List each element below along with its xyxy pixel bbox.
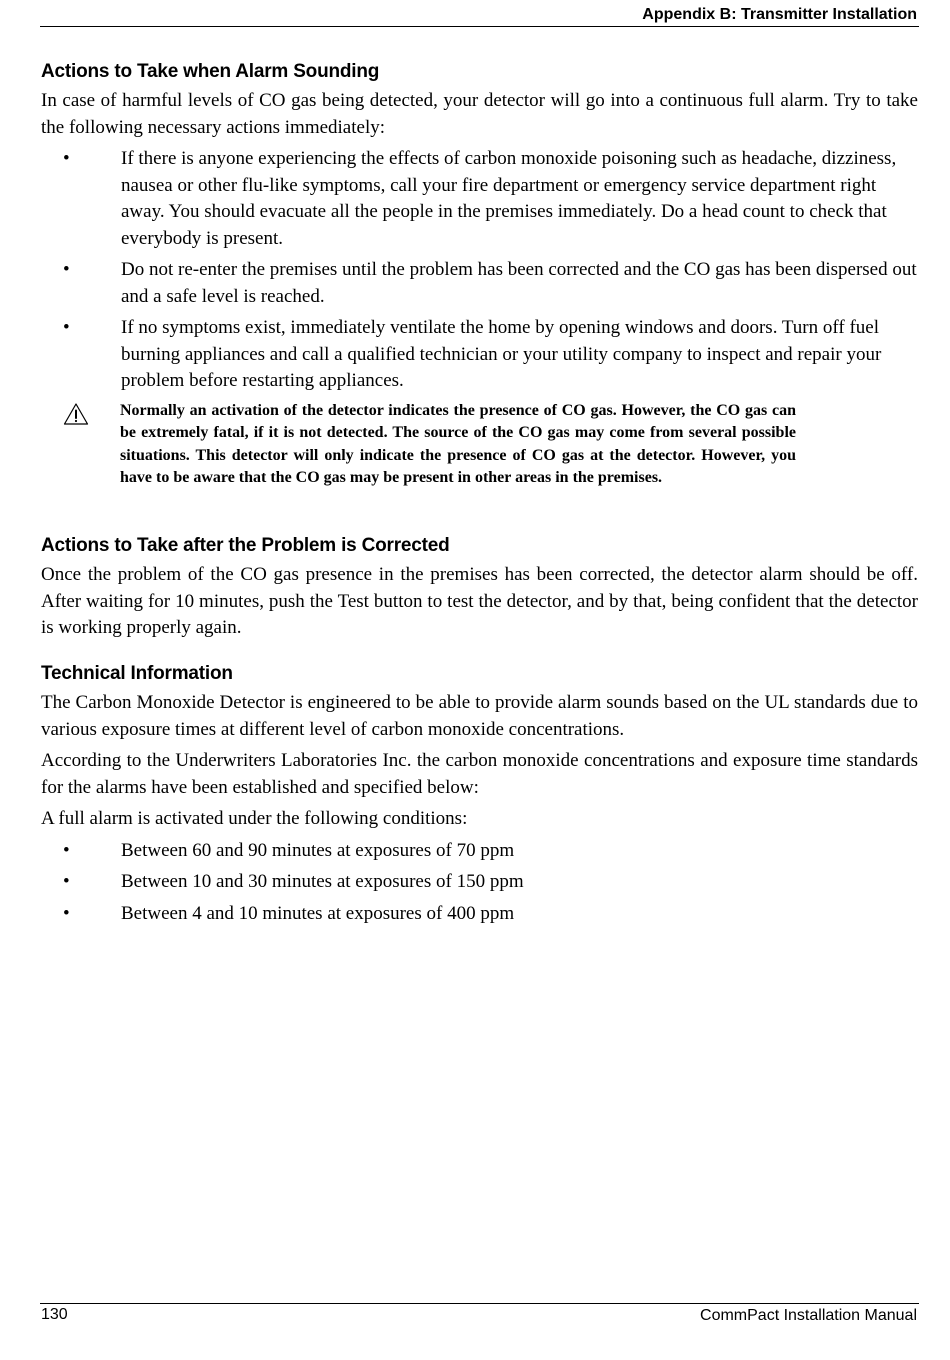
page-content bbox=[41, 60, 918, 924]
list-item-text: If there is anyone experiencing the effects of carbon monoxide poisoning such as headache, dizziness, nausea or other flu-like symptoms, call your fire department or emergency service department right away. You should evacuate all the people in the premises immediately. Do a head count to check that everybody is present. bbox=[121, 148, 897, 249]
bullet-list bbox=[41, 146, 918, 395]
warning-text: Normally an activation of the detector indicates the presence of CO gas. However, the CO gas can be extremely fatal, if it is not detected. The source of the CO gas may come from several possible situations. This detector will only indicate the presence of CO gas at the detector. However, you have to be aware that the CO gas may be present in other areas in the premises. bbox=[120, 401, 796, 486]
warning-triangle-icon bbox=[63, 402, 89, 426]
list-item bbox=[41, 869, 918, 896]
section-body: Once the problem of the CO gas presence in the premises has been corrected, the detector alarm should be off. After waiting for 10 minutes, push the Test button to test the detector, and by that, being confident that the detector is working properly again. bbox=[41, 564, 918, 638]
header-title: Appendix B: Transmitter Installation bbox=[642, 6, 917, 23]
paragraph: A full alarm is activated under the following conditions: bbox=[41, 808, 468, 829]
list-item-text: Do not re-enter the premises until the problem has been corrected and the CO gas has been dispersed out and a safe level is reached. bbox=[121, 259, 917, 307]
bullet-icon: • bbox=[63, 259, 70, 280]
page-number: 130 bbox=[41, 1306, 68, 1323]
list-item-text: If no symptoms exist, immediately ventilate the home by opening windows and doors. Turn off fuel burning appliances and call a qualified technician or your utility company to inspect and repair your problem before restarting appliances. bbox=[121, 317, 882, 391]
bullet-icon: • bbox=[63, 902, 70, 924]
section-problem-corrected bbox=[41, 534, 918, 647]
bullet-list bbox=[41, 838, 918, 928]
paragraph: The Carbon Monoxide Detector is engineered to be able to provide alarm sounds based on the UL standards due to various exposure times at different level of carbon monoxide concentrations. bbox=[41, 692, 918, 740]
list-item bbox=[41, 257, 918, 310]
page-footer bbox=[40, 1303, 919, 1334]
page-header bbox=[40, 4, 919, 27]
list-item-text: Between 60 and 90 minutes at exposures of 70 ppm bbox=[121, 839, 515, 861]
bullet-icon: • bbox=[63, 148, 70, 169]
warning-note bbox=[41, 400, 796, 490]
section-heading: Actions to Take when Alarm Sounding bbox=[41, 61, 380, 82]
paragraph: According to the Underwriters Laboratories Inc. the carbon monoxide concentrations and exposure time standards for the alarms have been established and specified below: bbox=[41, 750, 918, 798]
list-item-text: Between 4 and 10 minutes at exposures of 400 ppm bbox=[121, 902, 515, 924]
section-intro: In case of harmful levels of CO gas being detected, your detector will go into a continuous full alarm. Try to take the following necessary actions immediately: bbox=[41, 90, 918, 138]
bullet-icon: • bbox=[63, 871, 70, 892]
section-alarm-sounding bbox=[41, 60, 918, 490]
section-technical-information bbox=[41, 662, 918, 932]
list-item bbox=[41, 315, 918, 395]
bullet-icon: • bbox=[63, 839, 70, 861]
list-item-text: Between 10 and 30 minutes at exposures of 150 ppm bbox=[121, 871, 524, 892]
manual-title: CommPact Installation Manual bbox=[700, 1307, 917, 1324]
list-item bbox=[41, 838, 918, 865]
bullet-icon: • bbox=[63, 317, 70, 338]
section-heading: Technical Information bbox=[41, 663, 233, 684]
section-heading: Actions to Take after the Problem is Corrected bbox=[41, 535, 450, 556]
list-item bbox=[41, 901, 918, 928]
list-item bbox=[41, 146, 918, 252]
